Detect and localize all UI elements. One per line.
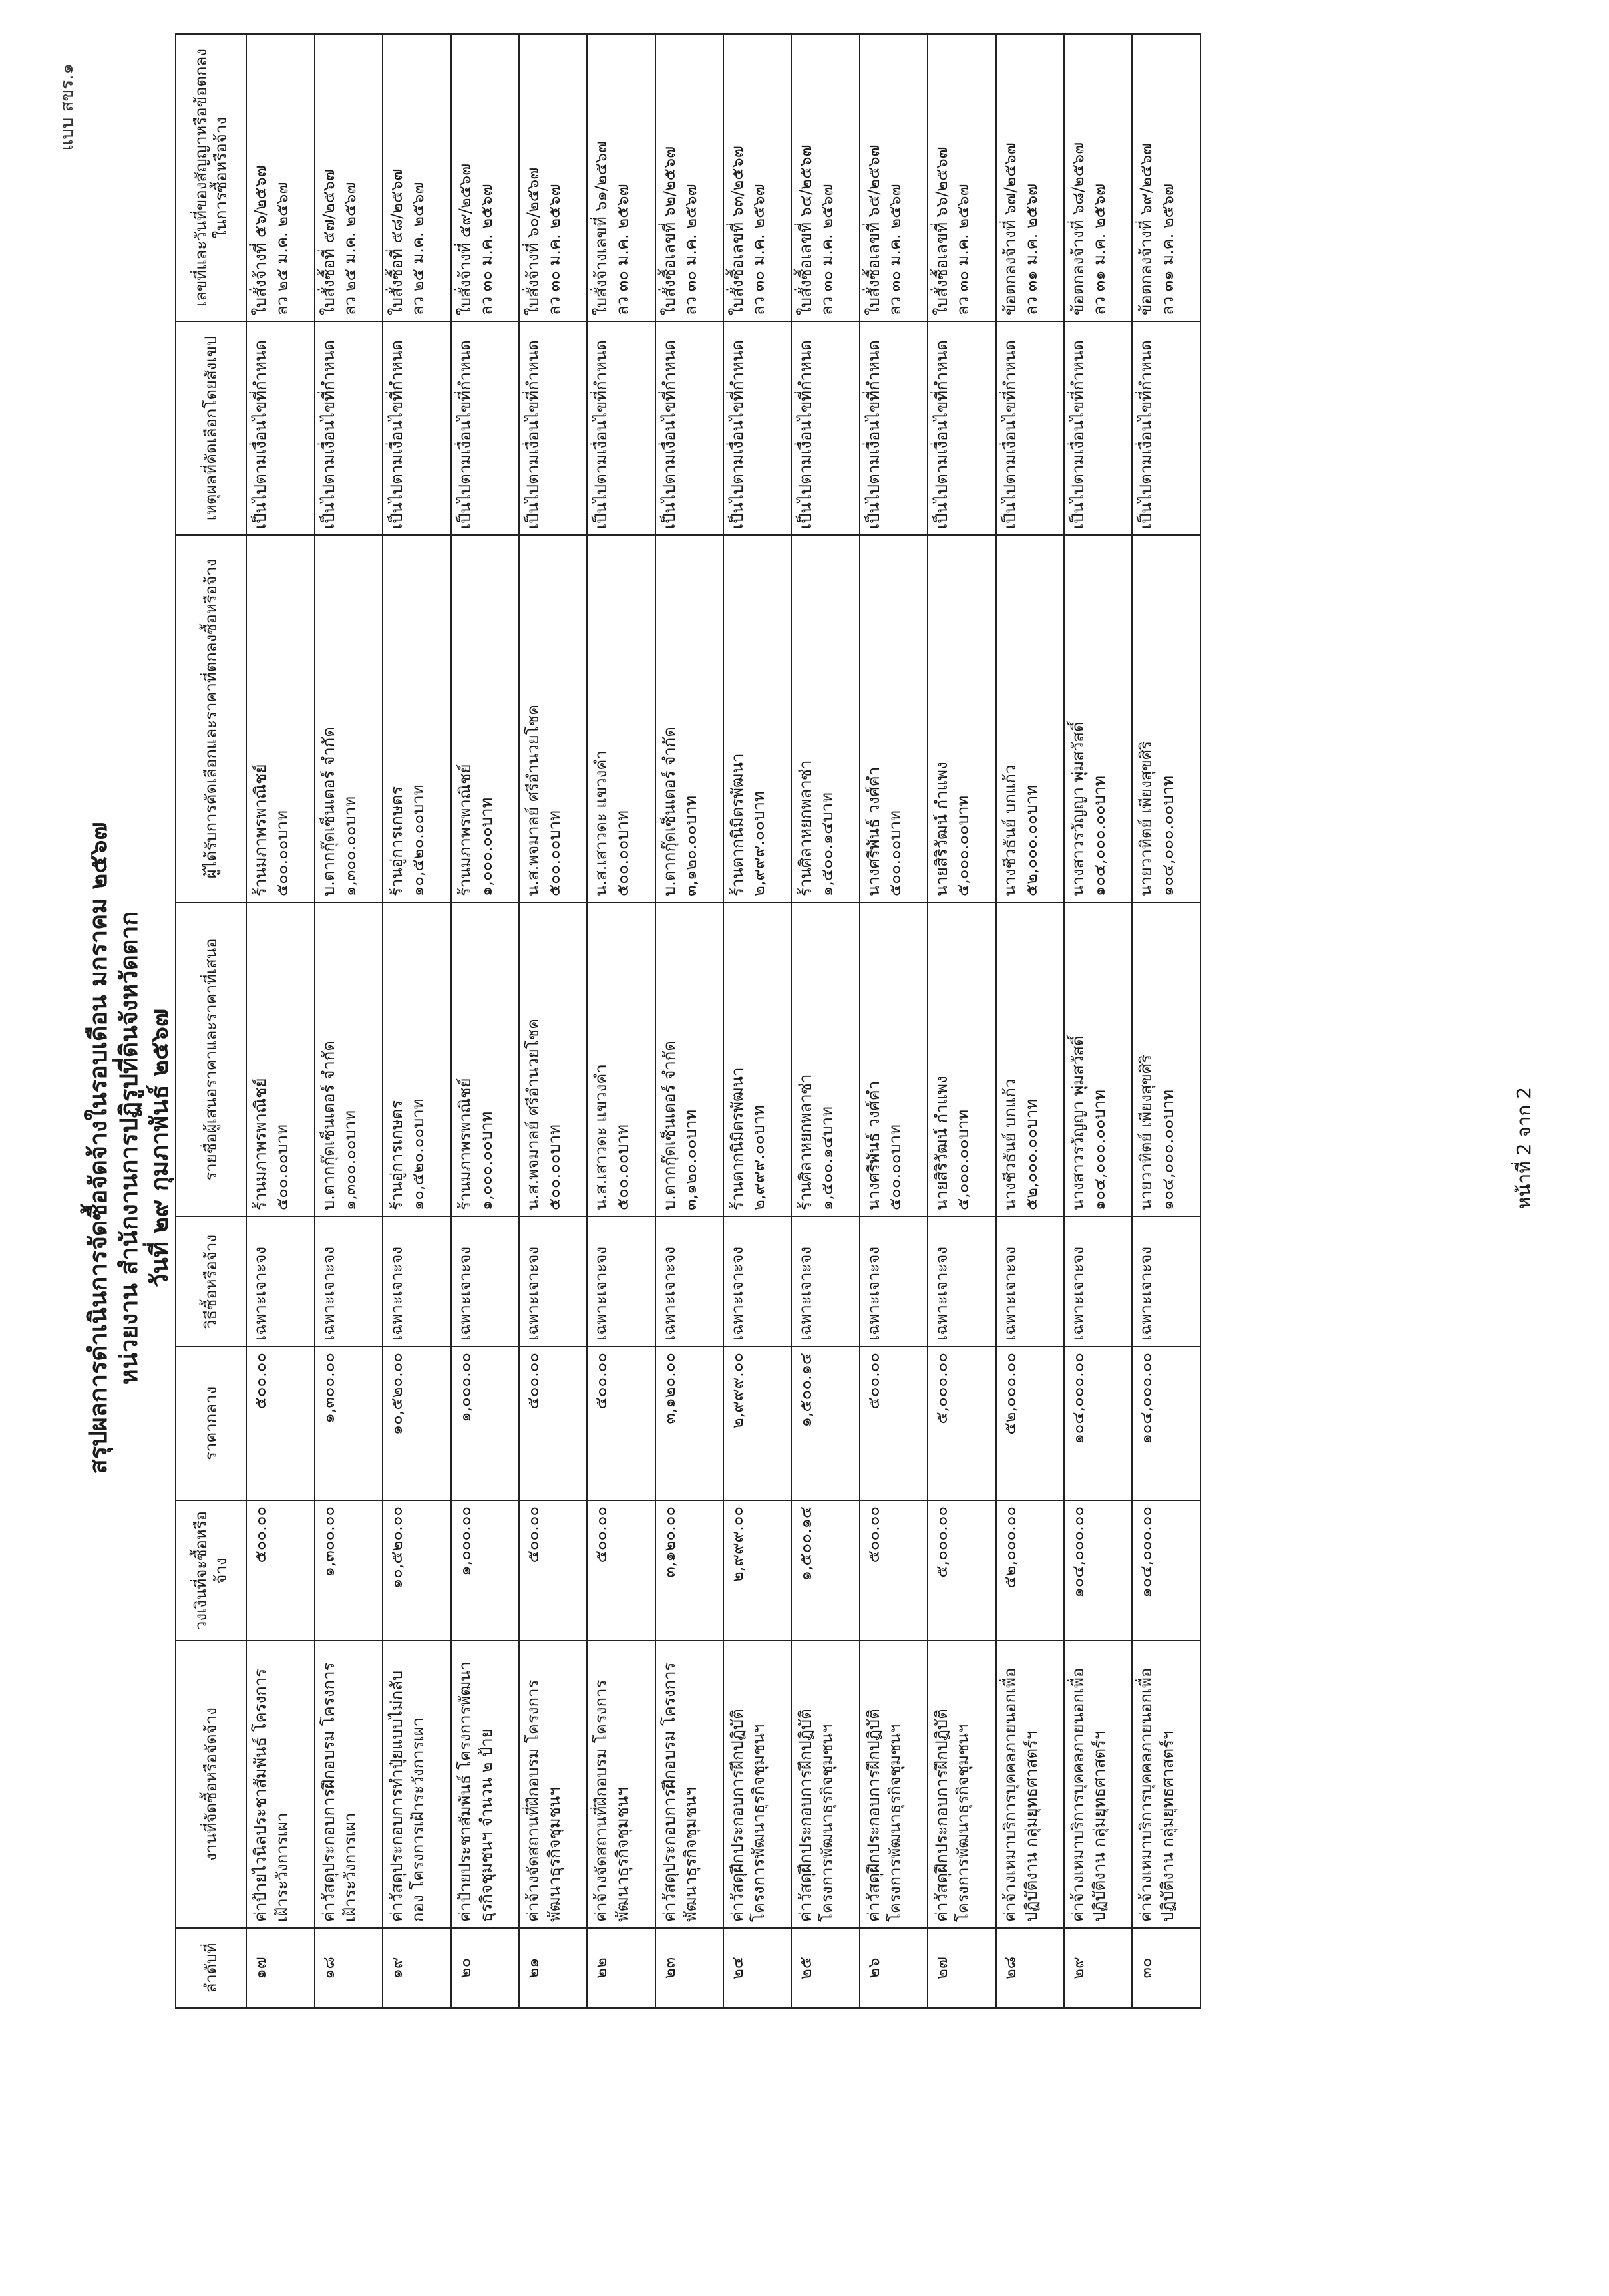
- win-price: ๕๒,๐๐๐.๐๐: [1022, 814, 1041, 896]
- row-method: เฉพาะเจาะจง: [655, 1216, 723, 1347]
- win-price-line: [544, 541, 565, 896]
- win-price: ๑๐,๕๒๐.๐๐: [409, 814, 427, 896]
- header-row: [176, 34, 246, 2008]
- row-work: ค่าวัสดุฝึกประกอบการฝึกปฏิบัติ โครงการพัฒนาธุรกิจชุมชนฯ: [860, 1641, 928, 1928]
- row-method: เฉพาะเจาะจง: [451, 1216, 519, 1347]
- row-budget: ๑๐,๕๒๐.๐๐: [383, 1500, 451, 1641]
- form-code: แบบ สขร.๑: [57, 63, 77, 151]
- row-contract: [1132, 34, 1200, 321]
- win-price-line: [407, 541, 429, 896]
- contract-number: ใบสั่งซื้อเลขที่ ๖๖/๒๕๖๗: [932, 146, 951, 315]
- row-bidder: [315, 903, 383, 1216]
- bid-price-line: [884, 909, 906, 1210]
- currency-unit: บาท: [273, 1124, 291, 1154]
- row-no: ๑๗: [246, 1928, 315, 2008]
- row-method: เฉพาะเจาะจง: [928, 1216, 996, 1347]
- win-price-line: [816, 541, 838, 896]
- contract-date: ลว ๒๕ ม.ค. ๒๕๖๗: [409, 182, 427, 315]
- winner-name: นายสิริวัฒน์ กำแพง: [932, 762, 951, 896]
- row-budget: ๑๐๔,๐๐๐.๐๐: [1132, 1500, 1200, 1641]
- row-bidder: [860, 903, 928, 1216]
- table-row: [655, 34, 723, 2008]
- bidder-name: น.ส.เสาวดะ แขวงคำ: [592, 1064, 610, 1210]
- row-winner: [655, 535, 723, 903]
- bid-price-line: [339, 909, 361, 1210]
- bid-price-line: [1089, 909, 1110, 1210]
- row-work: ค่าจ้างเหมาบริการบุคคลภายนอกเพื่อปฏิบัติงาน กลุ่มยุทธศาสตร์ฯ: [1132, 1641, 1200, 1928]
- win-price-line: [1089, 541, 1110, 896]
- win-price: ๑๐๔,๐๐๐.๐๐: [1158, 805, 1177, 896]
- currency-unit: บาท: [341, 1110, 359, 1140]
- row-budget: ๕,๐๐๐.๐๐: [928, 1500, 996, 1641]
- row-contract: [451, 34, 519, 321]
- row-budget: ๕๒,๐๐๐.๐๐: [996, 1500, 1064, 1641]
- row-no: ๒๔: [723, 1928, 791, 2008]
- contract-date: ลว ๒๕ ม.ค. ๒๕๖๗: [341, 182, 359, 315]
- row-contract: [246, 34, 315, 321]
- win-price: ๑,๕๐๐.๑๔: [818, 822, 836, 896]
- row-median-price: ๕,๐๐๐.๐๐: [928, 1347, 996, 1500]
- row-contract: [655, 34, 723, 321]
- currency-unit: บาท: [681, 795, 700, 826]
- row-median-price: ๓,๑๒๐.๐๐: [655, 1347, 723, 1500]
- row-method: เฉพาะเจาะจง: [791, 1216, 860, 1347]
- title-line-1: สรุปผลการดำเนินการจัดซื้อจัดจ้างในรอบเดือน มกราคม ๒๕๖๗: [85, 822, 112, 1474]
- bidder-name: ร้านอู่การเกษตร: [387, 1100, 406, 1210]
- table-row: [246, 34, 315, 2008]
- contract-date: ลว ๒๕ ม.ค. ๒๕๖๗: [273, 182, 291, 315]
- row-median-price: ๕๐๐.๐๐: [860, 1347, 928, 1500]
- currency-unit: บาท: [273, 810, 291, 840]
- row-contract: [315, 34, 383, 321]
- win-price: ๕๐๐.๐๐: [613, 840, 632, 896]
- row-reason: เป็นไปตามเงื่อนไขที่กำหนด: [1132, 321, 1200, 535]
- table-row: [791, 34, 860, 2008]
- bid-price-line: [1157, 909, 1178, 1210]
- row-budget: ๕๐๐.๐๐: [519, 1500, 587, 1641]
- currency-unit: บาท: [818, 1106, 836, 1136]
- row-no: ๒๒: [587, 1928, 655, 2008]
- currency-unit: บาท: [409, 784, 427, 814]
- table-body: [246, 34, 1200, 2008]
- table-row: [928, 34, 996, 2008]
- win-price: ๕๐๐.๐๐: [545, 840, 564, 896]
- contract-date: ลว ๓๐ ม.ค. ๒๕๖๗: [818, 184, 836, 315]
- contract-date: ลว ๓๑ ม.ค. ๒๕๖๗: [1158, 183, 1177, 315]
- win-price-line: [1021, 541, 1042, 896]
- win-price-line: [1157, 541, 1178, 896]
- currency-unit: บาท: [477, 1111, 496, 1142]
- win-price-line: [339, 541, 361, 896]
- contract-number: ใบสั่งซื้อเลขที่ ๖๒/๒๕๖๗: [660, 146, 679, 315]
- bidder-name: ร้านมภาพรพาณิชย์: [251, 1078, 270, 1210]
- bid-price-line: [816, 909, 838, 1210]
- bid-price: ๑,๓๐๐.๐๐: [341, 1140, 359, 1210]
- winner-name: ร้านตากนิมิตรพัฒนา: [728, 753, 747, 896]
- row-winner: [723, 535, 791, 903]
- contract-number: ใบสั่งจ้างเลขที่ ๖๑/๒๕๖๗: [592, 140, 610, 315]
- bidder-name: นางสาวรวัญญา พุ่มสวัสดิ์: [1069, 1035, 1087, 1210]
- bid-price-line: [544, 909, 565, 1210]
- bidder-name: บ.ตากกุ๊ดเซ็นเตอร์ จำกัด: [660, 1041, 679, 1210]
- win-price: ๑๐๔,๐๐๐.๐๐: [1090, 805, 1109, 896]
- win-price: ๑,๐๐๐.๐๐: [477, 827, 496, 896]
- row-budget: ๕๐๐.๐๐: [860, 1500, 928, 1641]
- bid-price-line: [680, 909, 701, 1210]
- row-reason: เป็นไปตามเงื่อนไขที่กำหนด: [655, 321, 723, 535]
- document-title: [83, 0, 176, 2296]
- win-price: ๒,๙๙๙.๐๐: [749, 820, 768, 896]
- row-work: ค่าจ้างเหมาบริการบุคคลภายนอกเพื่อปฏิบัติงาน กลุ่มยุทธศาสตร์ฯ: [996, 1641, 1064, 1928]
- currency-unit: บาท: [545, 810, 564, 840]
- contract-number: ใบสั่งซื้อที่ ๕๘/๒๕๖๗: [387, 168, 406, 315]
- header-bidders: รายชื่อผู้เสนอราคาและราคาที่เสนอ: [176, 903, 246, 1216]
- bid-price: ๕๒,๐๐๐.๐๐: [1022, 1128, 1041, 1210]
- bidder-name: นายวาทิตย์ เพียงสุขศิริ: [1137, 1055, 1155, 1210]
- bid-price-line: [476, 909, 497, 1210]
- row-median-price: ๑,๕๐๐.๑๔: [791, 1347, 860, 1500]
- bid-price-line: [612, 909, 633, 1210]
- bid-price: ๑๐,๕๒๐.๐๐: [409, 1128, 427, 1210]
- row-contract: [860, 34, 928, 321]
- row-no: ๒๐: [451, 1928, 519, 2008]
- row-reason: เป็นไปตามเงื่อนไขที่กำหนด: [860, 321, 928, 535]
- row-winner: [928, 535, 996, 903]
- bid-price: ๕๐๐.๐๐: [273, 1154, 291, 1210]
- currency-unit: บาท: [818, 792, 836, 822]
- contract-number: ข้อตกลงจ้างที่ ๖๙/๒๕๖๗: [1137, 142, 1155, 315]
- win-price-line: [612, 541, 633, 896]
- header-winner: ผู้ได้รับการคัดเลือกและราคาที่ตกลงซื้อหรือจ้าง: [176, 535, 246, 903]
- row-bidder: [383, 903, 451, 1216]
- row-winner: [587, 535, 655, 903]
- row-median-price: ๕๐๐.๐๐: [519, 1347, 587, 1500]
- row-method: เฉพาะเจาะจง: [246, 1216, 315, 1347]
- row-work: ค่าป้ายประชาสัมพันธ์ โครงการพัฒนาธุรกิจชุมชนฯ จำนวน ๒ ป้าย: [451, 1641, 519, 1928]
- row-no: ๒๖: [860, 1928, 928, 2008]
- row-reason: เป็นไปตามเงื่อนไขที่กำหนด: [246, 321, 315, 535]
- currency-unit: บาท: [681, 1109, 700, 1140]
- bid-price-line: [748, 909, 769, 1210]
- bidder-name: บ.ตากกุ๊ดเซ็นเตอร์ จำกัด: [319, 1041, 338, 1210]
- winner-name: น.ส.พจมาลย์ ศรีอำนวยโชค: [524, 704, 542, 896]
- row-median-price: ๑,๐๐๐.๐๐: [451, 1347, 519, 1500]
- row-winner: [1064, 535, 1132, 903]
- row-work: ค่าจ้างจัดสถานที่ฝึกอบรม โครงการพัฒนาธุรกิจชุมชนฯ: [587, 1641, 655, 1928]
- bidder-name: ร้านตากนิมิตรพัฒนา: [728, 1067, 747, 1210]
- row-no: ๒๓: [655, 1928, 723, 2008]
- row-reason: เป็นไปตามเงื่อนไขที่กำหนด: [519, 321, 587, 535]
- winner-name: บ.ตากกุ๊ดเซ็นเตอร์ จำกัด: [319, 727, 338, 896]
- bid-price: ๕๐๐.๐๐: [613, 1154, 632, 1210]
- row-bidder: [246, 903, 315, 1216]
- currency-unit: บาท: [341, 796, 359, 826]
- header-contract: เลขที่และวันที่ของสัญญาหรือข้อตกลงในการซื้อหรือจ้าง: [176, 34, 246, 321]
- bidder-name: ร้านศิลาหยกพลาซ่า: [796, 1074, 815, 1210]
- win-price: ๕๐๐.๐๐: [886, 840, 904, 896]
- row-winner: [451, 535, 519, 903]
- bid-price: ๑,๐๐๐.๐๐: [477, 1141, 496, 1210]
- row-contract: [587, 34, 655, 321]
- row-reason: เป็นไปตามเงื่อนไขที่กำหนด: [791, 321, 860, 535]
- row-reason: เป็นไปตามเงื่อนไขที่กำหนด: [383, 321, 451, 535]
- row-work: ค่าวัสดุประกอบการฝึกอบรม โครงการพัฒนาธุรกิจชุมชนฯ: [655, 1641, 723, 1928]
- row-median-price: ๕๐๐.๐๐: [246, 1347, 315, 1500]
- bid-price-line: [1021, 909, 1042, 1210]
- row-reason: เป็นไปตามเงื่อนไขที่กำหนด: [315, 321, 383, 535]
- currency-unit: บาท: [1022, 784, 1041, 815]
- currency-unit: บาท: [477, 797, 496, 828]
- row-contract: [791, 34, 860, 321]
- winner-name: บ.ตากกุ๊ดเซ็นเตอร์ จำกัด: [660, 727, 679, 896]
- bid-price: ๑๐๔,๐๐๐.๐๐: [1090, 1119, 1109, 1210]
- currency-unit: บาท: [613, 1124, 632, 1154]
- winner-name: นางศรีพันธ์ วงศ์คำ: [864, 766, 883, 896]
- bidder-name: ร้านมภาพรพาณิชย์: [456, 1078, 474, 1210]
- row-work: ค่าวัสดุฝึกประกอบการฝึกปฏิบัติ โครงการพัฒนาธุรกิจชุมชนฯ: [928, 1641, 996, 1928]
- win-price-line: [680, 541, 701, 896]
- bid-price: ๕๐๐.๐๐: [545, 1154, 564, 1210]
- row-budget: ๕๐๐.๐๐: [587, 1500, 655, 1641]
- header-method: วิธีซื้อหรือจ้าง: [176, 1216, 246, 1347]
- contract-date: ลว ๓๐ ม.ค. ๒๕๖๗: [613, 184, 632, 315]
- row-work: ค่าป้ายไวนิลประชาสัมพันธ์ โครงการเฝ้าระวังการเผา: [246, 1641, 315, 1928]
- title-line-2: หน่วยงาน สำนักงานการปฏิรูปที่ดินจังหวัดตาก: [116, 911, 143, 1385]
- row-budget: ๑,๐๐๐.๐๐: [451, 1500, 519, 1641]
- contract-number: ใบสั่งจ้างที่ ๕๖/๒๕๖๗: [251, 165, 270, 315]
- currency-unit: บาท: [1158, 1089, 1177, 1120]
- row-method: เฉพาะเจาะจง: [315, 1216, 383, 1347]
- row-median-price: ๒,๙๙๙.๐๐: [723, 1347, 791, 1500]
- row-reason: เป็นไปตามเงื่อนไขที่กำหนด: [451, 321, 519, 535]
- header-budget: วงเงินที่จะซื้อหรือจ้าง: [176, 1500, 246, 1641]
- row-bidder: [723, 903, 791, 1216]
- currency-unit: บาท: [886, 810, 904, 840]
- currency-unit: บาท: [1090, 775, 1109, 806]
- row-contract: [1064, 34, 1132, 321]
- header-median-price: ราคากลาง: [176, 1347, 246, 1500]
- win-price-line: [884, 541, 906, 896]
- contract-number: ใบสั่งซื้อเลขที่ ๖๔/๒๕๖๗: [796, 144, 815, 315]
- row-contract: [928, 34, 996, 321]
- row-bidder: [928, 903, 996, 1216]
- row-budget: ๑,๓๐๐.๐๐: [315, 1500, 383, 1641]
- bid-price-line: [407, 909, 429, 1210]
- winner-name: น.ส.เสาวดะ แขวงคำ: [592, 750, 610, 896]
- procurement-table: [175, 33, 1201, 2009]
- row-method: เฉพาะเจาะจง: [1064, 1216, 1132, 1347]
- row-median-price: ๑๐,๕๒๐.๐๐: [383, 1347, 451, 1500]
- row-reason: เป็นไปตามเงื่อนไขที่กำหนด: [928, 321, 996, 535]
- contract-number: ใบสั่งซื้อที่ ๕๗/๒๕๖๗: [319, 168, 338, 315]
- bid-price-line: [952, 909, 974, 1210]
- win-price-line: [476, 541, 497, 896]
- row-winner: [996, 535, 1064, 903]
- row-reason: เป็นไปตามเงื่อนไขที่กำหนด: [587, 321, 655, 535]
- contract-number: ใบสั่งจ้างที่ ๖๐/๒๕๖๗: [524, 167, 542, 315]
- bid-price: ๒,๙๙๙.๐๐: [749, 1134, 768, 1210]
- currency-unit: บาท: [409, 1098, 427, 1128]
- row-work: ค่าวัสดุฝึกประกอบการฝึกปฏิบัติ โครงการพัฒนาธุรกิจชุมชนฯ: [723, 1641, 791, 1928]
- win-price: ๕๐๐.๐๐: [273, 840, 291, 896]
- win-price: ๕,๐๐๐.๐๐: [954, 825, 972, 896]
- bid-price: ๑๐๔,๐๐๐.๐๐: [1158, 1119, 1177, 1210]
- title-line-3: วันที่ ๒๙ กุมภาพันธ์ ๒๕๖๗: [146, 1009, 174, 1287]
- contract-date: ลว ๓๐ ม.ค. ๒๕๖๗: [954, 184, 972, 315]
- currency-unit: บาท: [749, 791, 768, 821]
- row-contract: [383, 34, 451, 321]
- row-no: ๑๘: [315, 1928, 383, 2008]
- table-row: [383, 34, 451, 2008]
- currency-unit: บาท: [613, 810, 632, 840]
- row-no: ๒๙: [1064, 1928, 1132, 2008]
- win-price: ๓,๑๒๐.๐๐: [681, 825, 700, 896]
- contract-date: ลว ๓๐ ม.ค. ๒๕๖๗: [545, 184, 564, 315]
- row-reason: เป็นไปตามเงื่อนไขที่กำหนด: [996, 321, 1064, 535]
- winner-name: นายวาทิตย์ เพียงสุขศิริ: [1137, 741, 1155, 896]
- row-bidder: [451, 903, 519, 1216]
- contract-number: ข้อตกลงจ้างที่ ๖๘/๒๕๖๗: [1069, 142, 1087, 315]
- row-method: เฉพาะเจาะจง: [723, 1216, 791, 1347]
- row-median-price: ๑๐๔,๐๐๐.๐๐: [1064, 1347, 1132, 1500]
- row-method: เฉพาะเจาะจง: [383, 1216, 451, 1347]
- row-median-price: ๕๒,๐๐๐.๐๐: [996, 1347, 1064, 1500]
- row-budget: ๕๐๐.๐๐: [246, 1500, 315, 1641]
- bid-price-line: [271, 909, 293, 1210]
- row-median-price: ๑,๓๐๐.๐๐: [315, 1347, 383, 1500]
- currency-unit: บาท: [545, 1124, 564, 1154]
- row-work: ค่าจ้างเหมาบริการบุคคลภายนอกเพื่อปฏิบัติงาน กลุ่มยุทธศาสตร์ฯ: [1064, 1641, 1132, 1928]
- row-median-price: ๑๐๔,๐๐๐.๐๐: [1132, 1347, 1200, 1500]
- winner-name: ร้านมภาพรพาณิชย์: [456, 764, 474, 896]
- row-work: ค่าวัสดุฝึกประกอบการฝึกปฏิบัติ โครงการพัฒนาธุรกิจชุมชนฯ: [791, 1641, 860, 1928]
- contract-number: ใบสั่งซื้อเลขที่ ๖๓/๒๕๖๗: [728, 146, 747, 315]
- win-price-line: [748, 541, 769, 896]
- row-bidder: [655, 903, 723, 1216]
- row-method: เฉพาะเจาะจง: [587, 1216, 655, 1347]
- bidder-name: นายสิริวัฒน์ กำแพง: [932, 1076, 951, 1210]
- winner-name: ร้านอู่การเกษตร: [387, 786, 406, 896]
- row-winner: [315, 535, 383, 903]
- winner-name: นางสาวรวัญญา พุ่มสวัสดิ์: [1069, 721, 1087, 896]
- row-bidder: [1064, 903, 1132, 1216]
- bidder-name: น.ส.พจมาลย์ ศรีอำนวยโชค: [524, 1018, 542, 1210]
- row-budget: ๑๐๔,๐๐๐.๐๐: [1064, 1500, 1132, 1641]
- page-number: หน้าที่ 2 จาก 2: [1513, 1086, 1535, 1210]
- row-winner: [791, 535, 860, 903]
- row-bidder: [996, 903, 1064, 1216]
- row-no: ๒๕: [791, 1928, 860, 2008]
- row-reason: เป็นไปตามเงื่อนไขที่กำหนด: [1064, 321, 1132, 535]
- currency-unit: บาท: [886, 1124, 904, 1154]
- contract-date: ลว ๓๐ ม.ค. ๒๕๖๗: [681, 184, 700, 315]
- row-winner: [860, 535, 928, 903]
- table-row: [587, 34, 655, 2008]
- winner-name: ร้านมภาพรพาณิชย์: [251, 764, 270, 896]
- win-price-line: [271, 541, 293, 896]
- row-contract: [723, 34, 791, 321]
- header-reason: เหตุผลที่คัดเลือกโดยสังเขป: [176, 321, 246, 535]
- header-work: งานที่จัดซื้อหรือจัดจ้าง: [176, 1641, 246, 1928]
- table-row: [723, 34, 791, 2008]
- contract-number: ข้อตกลงจ้างที่ ๖๗/๒๕๖๗: [1001, 142, 1019, 315]
- row-median-price: ๕๐๐.๐๐: [587, 1347, 655, 1500]
- win-price-line: [952, 541, 974, 896]
- row-no: ๓๐: [1132, 1928, 1200, 2008]
- contract-date: ลว ๓๑ ม.ค. ๒๕๖๗: [1022, 183, 1041, 315]
- row-no: ๒๗: [928, 1928, 996, 2008]
- row-bidder: [791, 903, 860, 1216]
- row-winner: [519, 535, 587, 903]
- win-price: ๑,๓๐๐.๐๐: [341, 826, 359, 896]
- row-winner: [246, 535, 315, 903]
- table-row: [860, 34, 928, 2008]
- table-row: [519, 34, 587, 2008]
- row-method: เฉพาะเจาะจง: [996, 1216, 1064, 1347]
- bidder-name: นางศรีพันธ์ วงศ์คำ: [864, 1080, 883, 1210]
- table-row: [996, 34, 1064, 2008]
- row-method: เฉพาะเจาะจง: [860, 1216, 928, 1347]
- row-contract: [519, 34, 587, 321]
- contract-date: ลว ๓๑ ม.ค. ๒๕๖๗: [1090, 183, 1109, 315]
- row-no: ๑๙: [383, 1928, 451, 2008]
- currency-unit: บาท: [1158, 775, 1177, 806]
- row-method: เฉพาะเจาะจง: [519, 1216, 587, 1347]
- row-work: ค่าวัสดุประกอบการทำปุ๋ยแบบไม่กลับกอง โครงการเฝ้าระวังการเผา: [383, 1641, 451, 1928]
- table-row: [451, 34, 519, 2008]
- contract-number: ใบสั่งซื้อเลขที่ ๖๕/๒๕๖๗: [864, 144, 883, 315]
- bid-price: ๕๐๐.๐๐: [886, 1154, 904, 1210]
- bid-price: ๕,๐๐๐.๐๐: [954, 1139, 972, 1210]
- table-row: [1132, 34, 1200, 2008]
- row-no: ๒๑: [519, 1928, 587, 2008]
- row-budget: ๒,๙๙๙.๐๐: [723, 1500, 791, 1641]
- row-budget: ๓,๑๒๐.๐๐: [655, 1500, 723, 1641]
- bid-price: ๑,๕๐๐.๑๔: [818, 1136, 836, 1210]
- row-method: เฉพาะเจาะจง: [1132, 1216, 1200, 1347]
- row-winner: [383, 535, 451, 903]
- header-no: ลำดับที่: [176, 1928, 246, 2008]
- row-no: ๒๘: [996, 1928, 1064, 2008]
- winner-name: ร้านศิลาหยกพลาซ่า: [796, 760, 815, 896]
- row-work: ค่าวัสดุประกอบการฝึกอบรม โครงการเฝ้าระวังการเผา: [315, 1641, 383, 1928]
- currency-unit: บาท: [954, 795, 972, 826]
- contract-number: ใบสั่งจ้างที่ ๕๙/๒๕๖๗: [456, 163, 474, 315]
- table-row: [1064, 34, 1132, 2008]
- row-contract: [996, 34, 1064, 321]
- contract-date: ลว ๓๐ ม.ค. ๒๕๖๗: [886, 184, 904, 315]
- bidder-name: นางชีวธันย์ บกแก้ว: [1001, 1078, 1019, 1210]
- bid-price: ๓,๑๒๐.๐๐: [681, 1139, 700, 1210]
- table-row: [315, 34, 383, 2008]
- row-bidder: [1132, 903, 1200, 1216]
- contract-date: ลว ๓๐ ม.ค. ๒๕๖๗: [749, 184, 768, 315]
- winner-name: นางชีวธันย์ บกแก้ว: [1001, 764, 1019, 896]
- row-work: ค่าจ้างจัดสถานที่ฝึกอบรม โครงการพัฒนาธุรกิจชุมชนฯ: [519, 1641, 587, 1928]
- row-bidder: [519, 903, 587, 1216]
- currency-unit: บาท: [749, 1105, 768, 1135]
- row-reason: เป็นไปตามเงื่อนไขที่กำหนด: [723, 321, 791, 535]
- currency-unit: บาท: [954, 1109, 972, 1140]
- currency-unit: บาท: [1022, 1098, 1041, 1129]
- row-winner: [1132, 535, 1200, 903]
- row-budget: ๑,๕๐๐.๑๔: [791, 1500, 860, 1641]
- contract-date: ลว ๓๐ ม.ค. ๒๕๖๗: [477, 184, 496, 315]
- currency-unit: บาท: [1090, 1089, 1109, 1120]
- row-bidder: [587, 903, 655, 1216]
